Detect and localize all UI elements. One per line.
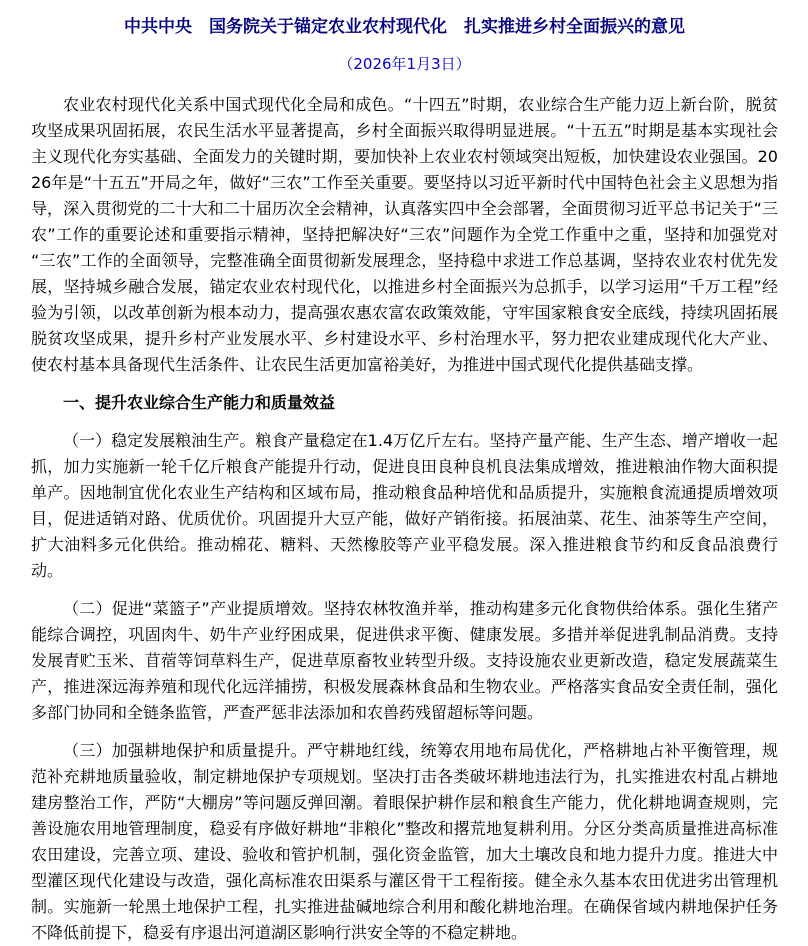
document-body — [31, 92, 778, 946]
document-title: 中共中央 国务院关于锚定农业农村现代化 扎实推进乡村全面振兴的意见 — [124, 17, 685, 37]
intro-paragraph: 农业农村现代化关系中国式现代化全局和成色。“十四五”时期，农业综合生产能力迈上新台阶，脱贫攻坚成果巩固拓展，农民生活水平显著提高，乡村全面振兴取得明显进展。“十五五”时期是基本实现社会主义现代化夯实基础、全面发力的关键时期，要加快补上农业农村领域突出短板，加快建设农业强国。2026年是“十五五”开局之年，做好“三农”工作至关重要。要坚持以习近平新时代中国特色社会主义思想为指导，深入贯彻党的二十大和二十届历次全会精神，认真落实四中全会部署，全面贯彻习近平总书记关于“三农”工作的重要论述和重要指示精神，坚持把解决好“三农”问题作为全党工作重中之重，坚持和加强党对“三农”工作的全面领导，完整准确全面贯彻新发展理念，坚持稳中求进工作总基调，坚持农业农村优先发展，坚持城乡融合发展，锚定农业农村现代化，以推进乡村全面振兴为总抓手，以学习运用“千万工程”经验为引领，以改革创新为根本动力，提高强农惠农富农政策效能，守牢国家粮食安全底线，持续巩固拓展脱贫攻坚成果，提升乡村产业发展水平、乡村建设水平、乡村治理水平，努力把农业建成现代化大产业、使农村基本具备现代生活条件、让农民生活更加富裕美好，为推进中国式现代化提供基础支撑。 — [31, 95, 778, 374]
policy-paragraph-2: （二）促进“菜篮子”产业提质增效。坚持农林牧渔并举，推动构建多元化食物供给体系。强化生猪产能综合调控，巩固肉牛、奶牛产业纾困成果，促进供求平衡、健康发展。多措并举促进乳制品消费。支持发展青贮玉米、苜蓿等饲草料生产，促进草原畜牧业转型升级。支持设施农业更新改造，稳定发展蔬菜生产，推进深远海养殖和现代化远洋捕捞，积极发展森林食品和生物农业。严格落实食品安全责任制，强化多部门协同和全链条监管，严查严惩非法添加和农兽药残留超标等问题。 — [31, 599, 778, 722]
section-heading: 一、提升农业综合生产能力和质量效益 — [63, 393, 336, 412]
policy-paragraph-1: （一）稳定发展粮油生产。粮食产量稳定在1.4万亿斤左右。坚持产量产能、生产生态、增产增收一起抓，加力实施新一轮千亿斤粮食产能提升行动，促进良田良种良机良法集成增效，推进粮油作物大面积提单产。因地制宜优化农业生产结构和区域布局，推动粮食品种培优和品质提升，实施粮食流通提质增效项目，促进适销对路、优质优价。巩固提升大豆产能，做好产销衔接。拓展油菜、花生、油茶等生产空间，扩大油料多元化供给。推动棉花、糖料、天然橡胶等产业平稳发展。深入推进粮食节约和反食品浪费行动。 — [31, 431, 778, 580]
policy-paragraph-3: （三）加强耕地保护和质量提升。严守耕地红线，统筹农用地布局优化，严格耕地占补平衡管理，规范补充耕地质量验收，制定耕地保护专项规划。坚决打击各类破坏耕地违法行为，扎实推进农村乱占耕地建房整治工作，严防“大棚房”等问题反弹回潮。着眼保护耕作层和粮食生产能力，优化耕地调查规则，完善设施农用地管理制度，稳妥有序做好耕地“非粮化”整改和撂荒地复耕利用。分区分类高质量推进高标准农田建设，完善立项、建设、验收和管护机制，强化资金监管，加大土壤改良和地力提升力度。推进大中型灌区现代化建设与改造，强化高标准农田渠系与灌区骨干工程衔接。健全永久基本农田优进劣出管理机制。实施新一轮黑土地保护工程，扎实推进盐碱地综合利用和酸化耕地治理。在确保省域内耕地保护任务不降低前提下，稳妥有序退出河道湖区影响行洪安全等的不稳定耕地。 — [31, 741, 778, 942]
document-date-line: （2026年1月3日） — [338, 55, 471, 73]
